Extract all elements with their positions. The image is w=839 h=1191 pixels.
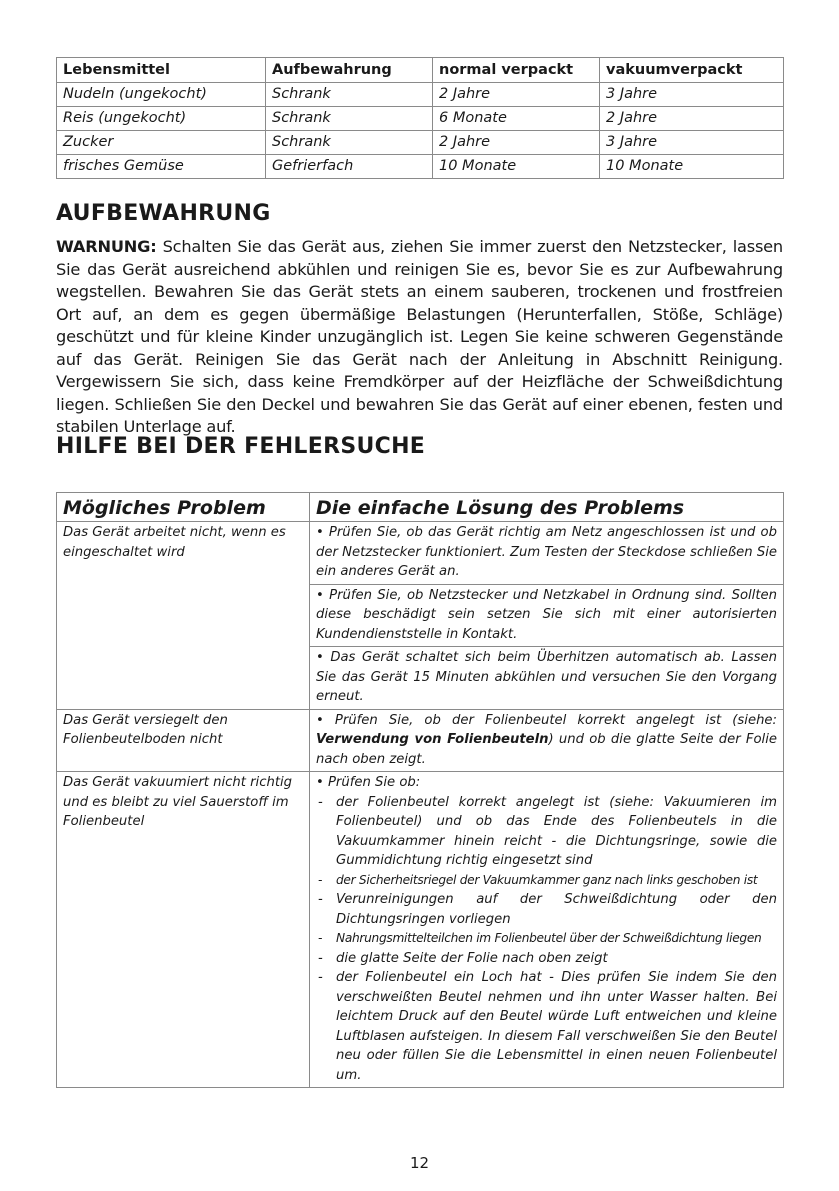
solution-cell: [310, 772, 784, 1088]
header-possible-problem: Mögliches Problem: [57, 493, 310, 522]
table-cell: 10 Monate: [433, 155, 600, 179]
list-item: - Nahrungsmittelteilchen im Folienbeutel über der Schweißdichtung liegen: [316, 929, 777, 949]
storage-table-header-row: [57, 58, 784, 83]
cross-reference: Verwendung von Folienbeuteln: [316, 732, 549, 747]
list-item: - Verunreinigungen auf der Schweißdichtung oder den Dichtungsringen vorliegen: [316, 890, 777, 929]
table-row: [57, 83, 784, 107]
table-cell: Nudeln (ungekocht): [57, 83, 266, 107]
table-row: [57, 709, 784, 772]
header-simple-solution: Die einfache Lösung des Problems: [310, 493, 784, 522]
check-intro: • Prüfen Sie ob:: [316, 775, 421, 790]
list-item: - der Sicherheitsriegel der Vakuumkammer ganz nach links geschoben ist: [316, 871, 777, 891]
page-number: 12: [409, 1154, 430, 1172]
table-cell: Zucker: [57, 131, 266, 155]
troubleshooting-heading: HILFE BEI DER FEHLERSUCHE: [56, 434, 426, 459]
table-row: [57, 155, 784, 179]
solution-cell: • Das Gerät schaltet sich beim Überhitzen automatisch ab. Lassen Sie das Gerät 15 Minuten abkühlen und versuchen Sie den Vorgang erneut.: [310, 647, 784, 710]
table-row: [57, 772, 784, 1088]
list-item: - der Folienbeutel korrekt angelegt ist (siehe: Vakuumieren im Folienbeutel) und ob das Ende des Folienbeutels in die Vakuumkammer hinein reicht - die Dichtungsringe, sowie die Gummidichtung richtig eingesetzt sind: [316, 793, 777, 871]
table-cell: frisches Gemüse: [57, 155, 266, 179]
header-vacuum-packed: vakuumverpackt: [600, 58, 784, 83]
solution-cell: • Prüfen Sie, ob Netzstecker und Netzkabel in Ordnung sind. Sollten diese beschädigt sein setzen Sie sich mit einer autorisierten Kundendienststelle in Kontakt.: [310, 584, 784, 647]
warning-paragraph: [56, 236, 783, 439]
table-cell: 3 Jahre: [600, 131, 784, 155]
table-cell: 2 Jahre: [600, 107, 784, 131]
problem-cell: Das Gerät versiegelt den Folienbeutelboden nicht: [57, 709, 310, 772]
table-cell: Gefrierfach: [266, 155, 433, 179]
troubleshooting-table: [56, 492, 784, 1088]
storage-table: [56, 57, 784, 179]
header-food: Lebensmittel: [57, 58, 266, 83]
table-cell: 2 Jahre: [433, 83, 600, 107]
table-cell: Schrank: [266, 83, 433, 107]
table-cell: 2 Jahre: [433, 131, 600, 155]
list-item: - der Folienbeutel ein Loch hat - Dies prüfen Sie indem Sie den verschweißten Beutel nehmen und ihn unter Wasser halten. Bei leichtem Druck auf den Beutel würde Luft entweichen und kleine Luftblasen aufsteigen. In diesem Fall verschweißen Sie den Beutel neu oder füllen Sie die Lebensmittel in einen neuen Folienbeutel um.: [316, 968, 777, 1085]
table-cell: Reis (ungekocht): [57, 107, 266, 131]
table-cell: 10 Monate: [600, 155, 784, 179]
solution-text: ) und ob die glatte Seite der Folie nach oben zeigt.: [316, 732, 777, 767]
solution-cell: [310, 709, 784, 772]
table-row: [57, 131, 784, 155]
storage-heading: AUFBEWAHRUNG: [56, 201, 271, 226]
list-item: - die glatte Seite der Folie nach oben zeigt: [316, 949, 777, 969]
table-cell: 3 Jahre: [600, 83, 784, 107]
header-storage: Aufbewahrung: [266, 58, 433, 83]
solution-text: • Prüfen Sie, ob der Folienbeutel korrekt angelegt ist (siehe:: [316, 712, 777, 728]
table-row: [57, 522, 784, 585]
check-list: [316, 793, 777, 1086]
table-cell: 6 Monate: [433, 107, 600, 131]
problem-cell: Das Gerät arbeitet nicht, wenn es eingeschaltet wird: [57, 522, 310, 710]
problem-cell: Das Gerät vakuumiert nicht richtig und es bleibt zu viel Sauerstoff im Folienbeutel: [57, 772, 310, 1088]
troubleshooting-header-row: [57, 493, 784, 522]
solution-cell: • Prüfen Sie, ob das Gerät richtig am Netz angeschlossen ist und ob der Netzstecker funktioniert. Zum Testen der Steckdose schließen Sie ein anderes Gerät an.: [310, 522, 784, 585]
warning-label: WARNUNG:: [56, 237, 157, 256]
table-cell: Schrank: [266, 131, 433, 155]
header-normal-packed: normal verpackt: [433, 58, 600, 83]
table-cell: Schrank: [266, 107, 433, 131]
warning-text: Schalten Sie das Gerät aus, ziehen Sie immer zuerst den Netzstecker, lassen Sie das Gerät ausreichend abkühlen und reinigen Sie es, bevor Sie es zur Aufbewahrung wegstellen. Bewahren Sie das Gerät stets an einem sauberen, trockenen und frostfreien Ort auf, an dem es gegen übermäßige Belastungen (Herunterfallen, Stöße, Schläge) geschützt und für kleine Kinder unzugänglich ist. Legen Sie keine schweren Gegenstände auf das Gerät. Reinigen Sie das Gerät nach der Anleitung in Abschnitt Reinigung. Vergewissern Sie sich, dass keine Fremdkörper auf der Heizfläche der Schweißdichtung liegen. Schließen Sie den Deckel und bewahren Sie das Gerät auf einer ebenen, festen und stabilen Unterlage auf.: [56, 237, 783, 436]
table-row: [57, 107, 784, 131]
